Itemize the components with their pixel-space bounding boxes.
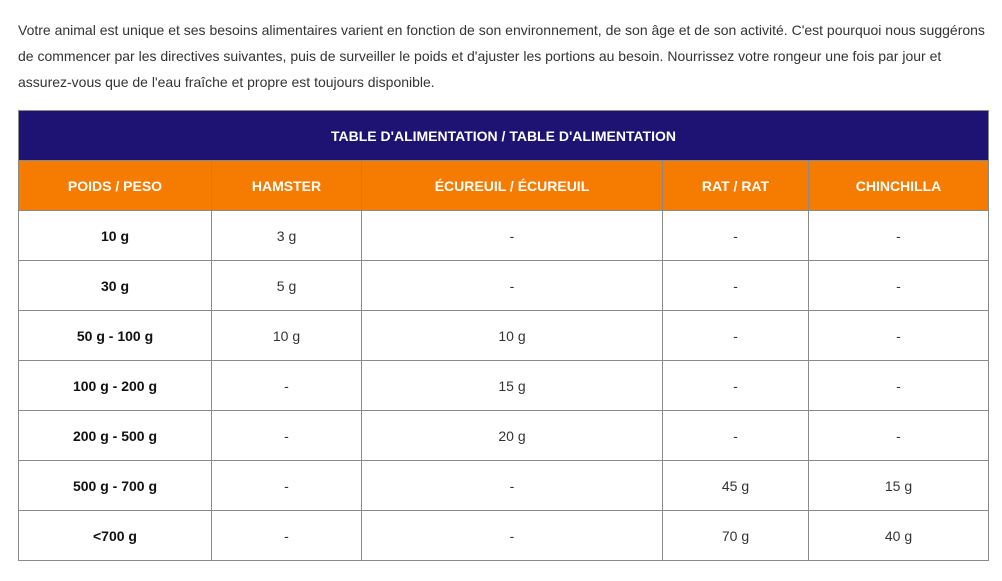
portion-cell: - <box>809 311 989 361</box>
weight-cell: 50 g - 100 g <box>19 311 212 361</box>
feeding-table <box>18 110 989 561</box>
portion-cell: 10 g <box>362 311 663 361</box>
weight-cell: 200 g - 500 g <box>19 411 212 461</box>
column-header: RAT / RAT <box>663 161 809 211</box>
weight-cell: 100 g - 200 g <box>19 361 212 411</box>
portion-cell: - <box>362 211 663 261</box>
weight-cell: 10 g <box>19 211 212 261</box>
portion-cell: 20 g <box>362 411 663 461</box>
portion-cell: 15 g <box>809 461 989 511</box>
table-row <box>19 511 989 561</box>
intro-paragraph: Votre animal est unique et ses besoins alimentaires varient en fonction de son environnement, de son âge et de son activité. C'est pourquoi nous suggérons de commencer par les directives suivantes, puis de surveiller le poids et d'ajuster les portions au besoin. Nourrissez votre rongeur une fois par jour et assurez-vous que de l'eau fraîche et propre est toujours disponible. <box>18 22 985 90</box>
portion-cell: - <box>809 261 989 311</box>
portion-cell: - <box>212 511 362 561</box>
weight-cell: <700 g <box>19 511 212 561</box>
portion-cell: - <box>809 361 989 411</box>
table-row <box>19 461 989 511</box>
weight-cell: 30 g <box>19 261 212 311</box>
portion-cell: 70 g <box>663 511 809 561</box>
portion-cell: - <box>663 311 809 361</box>
portion-cell: - <box>362 511 663 561</box>
table-row <box>19 361 989 411</box>
portion-cell: 40 g <box>809 511 989 561</box>
table-row <box>19 211 989 261</box>
column-header: POIDS / PESO <box>19 161 212 211</box>
column-header: HAMSTER <box>212 161 362 211</box>
portion-cell: - <box>362 461 663 511</box>
portion-cell: - <box>809 411 989 461</box>
column-header: CHINCHILLA <box>809 161 989 211</box>
weight-cell: 500 g - 700 g <box>19 461 212 511</box>
table-row <box>19 261 989 311</box>
portion-cell: - <box>809 211 989 261</box>
portion-cell: - <box>663 211 809 261</box>
portion-cell: - <box>663 361 809 411</box>
portion-cell: 5 g <box>212 261 362 311</box>
table-title: TABLE D'ALIMENTATION / TABLE D'ALIMENTATION <box>19 111 989 161</box>
portion-cell: - <box>663 261 809 311</box>
portion-cell: 45 g <box>663 461 809 511</box>
portion-cell: 10 g <box>212 311 362 361</box>
table-row <box>19 311 989 361</box>
portion-cell: 15 g <box>362 361 663 411</box>
table-row <box>19 411 989 461</box>
column-header: ÉCUREUIL / ÉCUREUIL <box>362 161 663 211</box>
portion-cell: - <box>663 411 809 461</box>
portion-cell: - <box>362 261 663 311</box>
portion-cell: - <box>212 361 362 411</box>
portion-cell: - <box>212 461 362 511</box>
portion-cell: 3 g <box>212 211 362 261</box>
portion-cell: - <box>212 411 362 461</box>
